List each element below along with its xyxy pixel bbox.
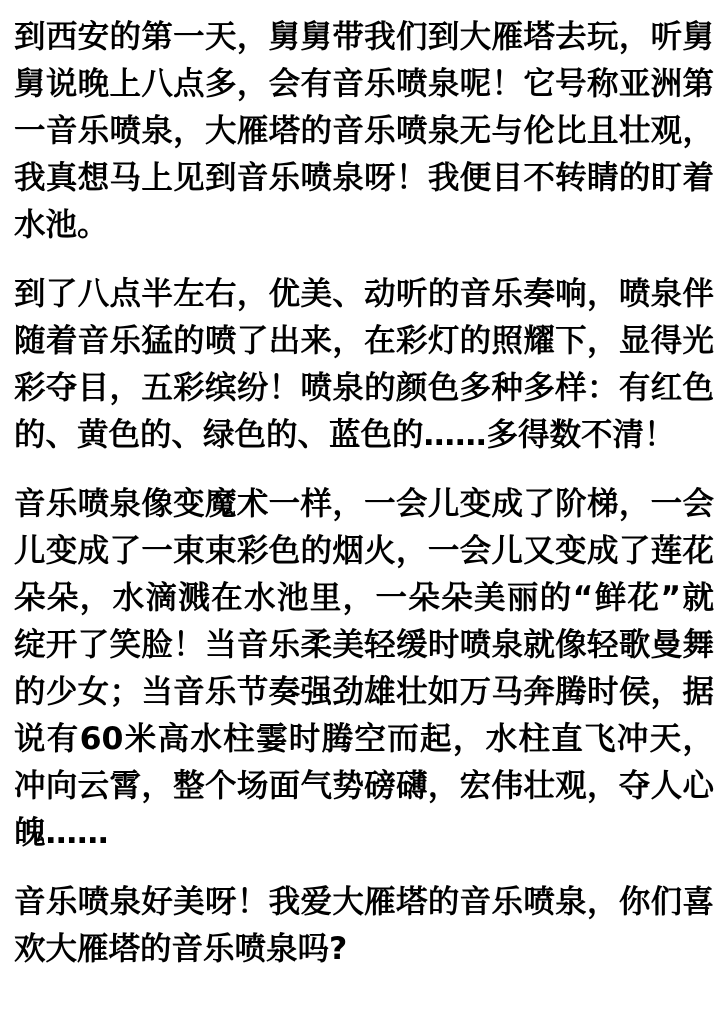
paragraph-4: 音乐喷泉好美呀！我爱大雁塔的音乐喷泉，你们喜欢大雁塔的音乐喷泉吗? xyxy=(14,884,714,967)
paragraph-2: 到了八点半左右，优美、动听的音乐奏响，喷泉伴随着音乐猛的喷了出来，在彩灯的照耀下，显得光彩夺目，五彩缤纷！喷泉的颜色多种多样：有红色的、黄色的、绿色的、蓝色的……多得数不清！ xyxy=(14,276,714,453)
paragraph-3: 音乐喷泉像变魔术一样，一会儿变成了阶梯，一会儿变成了一束束彩色的烟火，一会儿又变成了莲花朵朵，水滴溅在水池里，一朵朵美丽的“鲜花”就绽开了笑脸！当音乐柔美轻缓时喷泉就像轻歌曼舞的少女；当音乐节奏强劲雄壮如万马奔腾时侯，据说有60米高水柱霎时腾空而起，水柱直飞冲天，冲向云霄，整个场面气势磅礴，宏伟壮观，夺人心魄…… xyxy=(14,486,714,851)
paragraph-1: 到西安的第一天，舅舅带我们到大雁塔去玩，听舅舅说晚上八点多，会有音乐喷泉呢！它号称亚洲第一音乐喷泉，大雁塔的音乐喷泉无与伦比且壮观，我真想马上见到音乐喷泉呀！我便目不转睛的盯着水池。 xyxy=(14,19,714,243)
